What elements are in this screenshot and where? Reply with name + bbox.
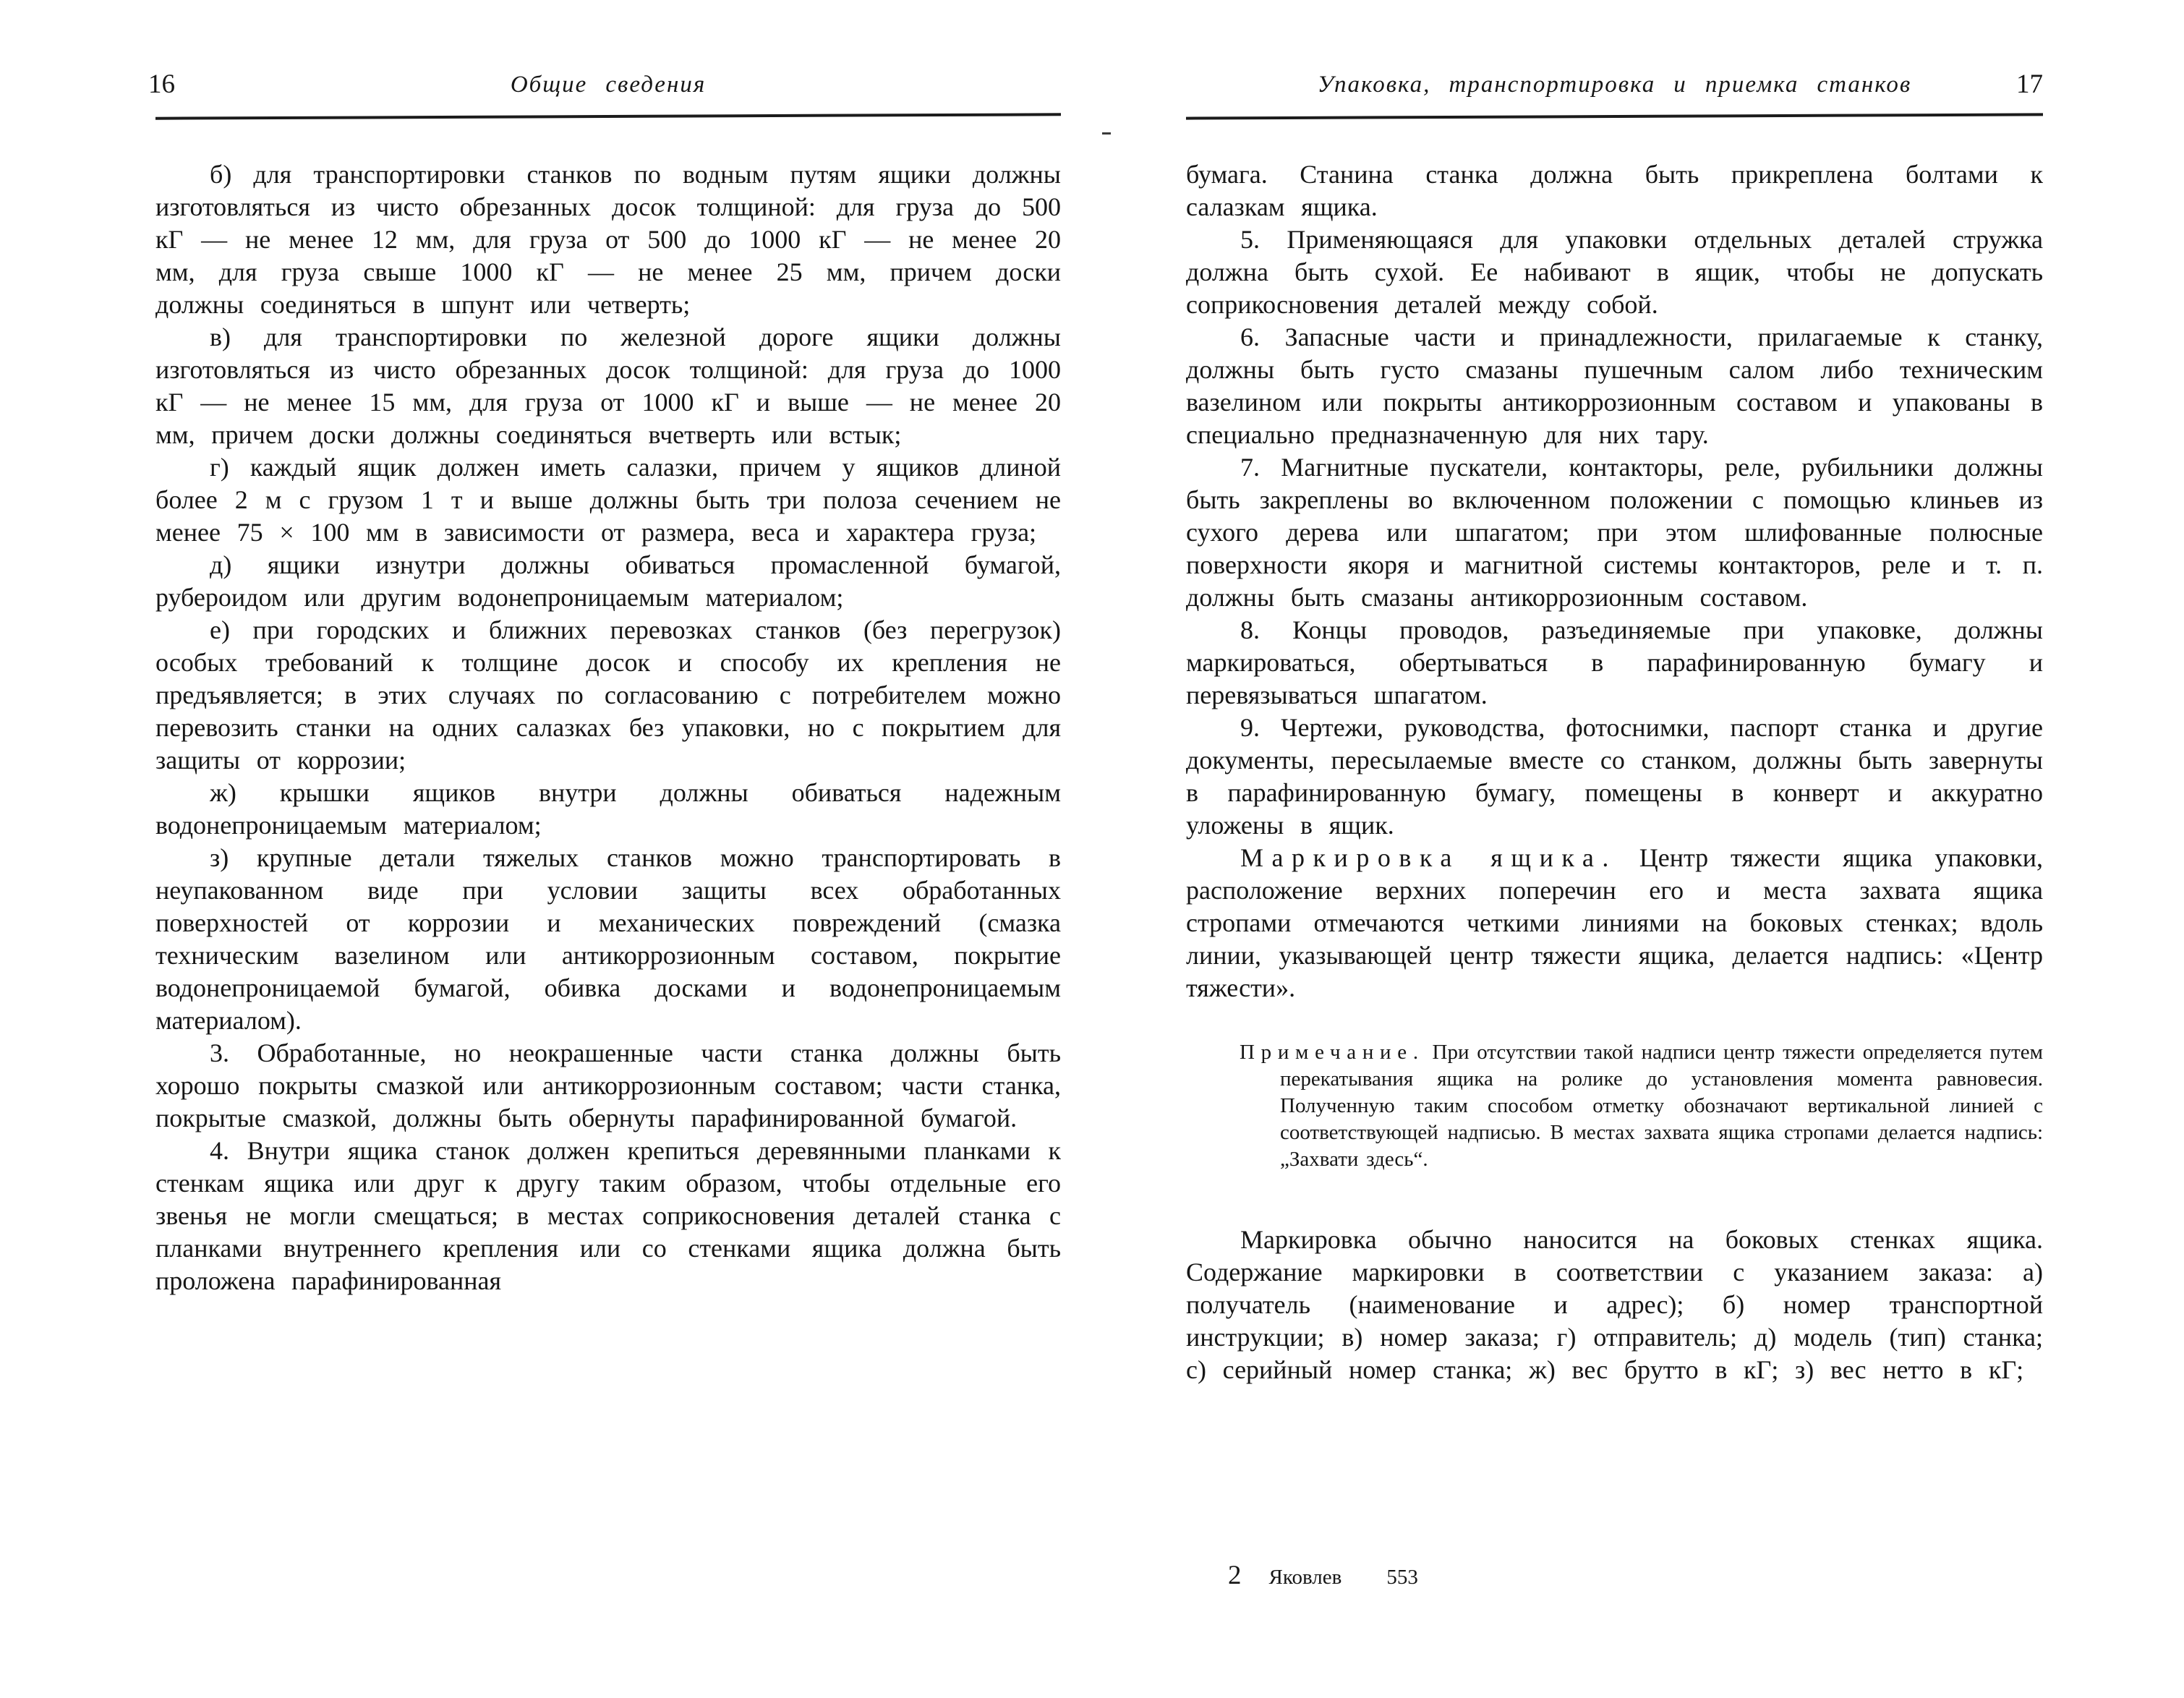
footer-signature <box>1228 1560 1418 1591</box>
footer-copy-number: 2 <box>1228 1561 1242 1590</box>
paragraph: 3. Обработанные, но неокрашенные части станка должны быть хорошо покрыты смазкой или антикоррозионным составом; части станка, покрытые смазкой, должны быть обернуты парафинированной бумагой. <box>155 1038 1061 1132</box>
paragraph: в) для транспортировки по железной дороге ящики должны изготовляться из чисто обрезанных досок толщиной: для груза до 1000 кГ — не менее 15 мм, для груза от 1000 кГ и выше — не менее 20 мм, причем доски должны соединяться вчетверть или встык; <box>155 323 1061 449</box>
paragraph: 6. Запасные части и принадлежности, прилагаемые к станку, должны быть густо смазаны пушечным салом либо техническим вазелином или покрыты антикоррозионным составом и упакованы в специально предназначенную для них тару. <box>1186 323 2043 449</box>
paragraph: 9. Чертежи, руководства, фотоснимки, паспорт станка и другие документы, пересылаемые вместе со станком, должны быть завернуты в парафинированную бумагу, помещены в конверт и аккуратно уложены в ящик. <box>1186 713 2043 840</box>
footer-order-number: 553 <box>1386 1566 1418 1589</box>
note-text: При отсутствии такой надписи центр тяжести определяется путем перекатывания ящика на ролике до установления момента равновесия. Полученную таким способом отметку обозначают вертикальной линией с соответствующей надписью. В местах захвата ящика стропами делается надпись: „Захвати здесь“. <box>1280 1041 2043 1171</box>
page-17 <box>1186 69 2043 1590</box>
paragraph: бумага. Станина станка должна быть прикреплена болтами к салазкам ящика. <box>1186 160 2043 221</box>
scan-speck <box>1102 132 1111 135</box>
text-body <box>1186 158 2043 1004</box>
header-rule <box>155 113 1061 119</box>
header-rule <box>1186 113 2043 119</box>
note-block <box>1240 1039 2043 1173</box>
text-body <box>1186 1224 2043 1386</box>
paragraph: Маркировка ящика. Центр тяжести ящика упаковки, расположение верхних поперечин его и места захвата ящика стропами отмечаются четкими линиями на боковых стенках; вдоль линии, указывающей центр тяжести ящика, делается надпись: «Центр тяжести». <box>1186 843 2043 1002</box>
paragraph: б) для транспортировки станков по водным путям ящики должны изготовляться из чисто обрезанных досок толщиной: для груза до 500 кГ — не менее 12 мм, для груза от 500 до 1000 кГ — не менее 20 мм, для груза свыше 1000 кГ — не менее 25 мм, причем доски должны соединяться в шпунт или четверть; <box>155 160 1061 319</box>
paragraph: 7. Магнитные пускатели, контакторы, реле, рубильники должны быть закреплены во включенном положении с помощью клиньев из сухого дерева или шпагатом; при этом шлифованные полюсные поверхности якоря и магнитной системы контакторов, реле и т. п. должны быть смазаны антикоррозионным составом. <box>1186 453 2043 612</box>
paragraph: д) ящики изнутри должны обиваться промасленной бумагой, рубероидом или другим водонепроницаемым материалом; <box>155 550 1061 612</box>
page-header-right <box>1186 69 2043 106</box>
page-16 <box>148 69 1061 1297</box>
paragraph: 4. Внутри ящика станок должен крепиться деревянными планками к стенкам ящика или друг к другу таким образом, чтобы отдельные его звенья не могли смещаться; в местах соприкосновения деталей станка с планками внутреннего крепления или со стенками ящика должна быть проложена парафинированная <box>155 1136 1061 1295</box>
paragraph: з) крупные детали тяжелых станков можно транспортировать в неупакованном виде при условии защиты всех обработанных поверхностей от коррозии и механических повреждений (смазка техническим вазелином или антикоррозионным составом, покрытие водонепроницаемой бумагой, обивка досками и водонепроницаемым материалом). <box>155 843 1061 1035</box>
page-number: 17 <box>2016 69 2043 99</box>
paragraph: 5. Применяющаяся для упаковки отдельных деталей стружка должна быть сухой. Ее набивают в ящик, чтобы не допускать соприкосновения деталей между собой. <box>1186 225 2043 319</box>
footer-author: Яковлев <box>1268 1566 1342 1589</box>
paragraph: 8. Концы проводов, разъединяемые при упаковке, должны маркироваться, обертываться в парафинированную бумагу и перевязываться шпагатом. <box>1186 615 2043 709</box>
spaced-run: Маркировка ящика. <box>1240 843 1617 872</box>
page-number: 16 <box>148 69 175 99</box>
paragraph: ж) крышки ящиков внутри должны обиваться надежным водонепроницаемым материалом; <box>155 778 1061 840</box>
running-header: Упаковка, транспортировка и приемка станков <box>1317 72 1912 98</box>
paragraph: Маркировка обычно наносится на боковых стенках ящика. Содержание маркировки в соответствии с указанием заказа: а) получатель (наименование и адрес); б) номер транспортной инструкции; в) номер заказа; г) отправитель; д) модель (тип) станка; с) серийный номер станка; ж) вес брутто в кГ; з) вес нетто в кГ; <box>1186 1225 2043 1384</box>
running-header: Общие сведения <box>510 72 707 98</box>
page-header-left <box>148 69 1061 106</box>
paragraph: е) при городских и ближних перевозках станков (без перегрузок) особых требований к толщине досок и способу их крепления не предъявляется; в этих случаях по согласованию с потребителем можно перевозить станки на одних салазках без упаковки, но с покрытием для защиты от коррозии; <box>155 615 1061 775</box>
note-label: Примечание. <box>1240 1041 1425 1064</box>
paragraph: г) каждый ящик должен иметь салазки, причем у ящиков длиной более 2 м с грузом 1 т и выше должны быть три полоза сечением не менее 75 × 100 мм в зависимости от размера, веса и характера груза; <box>155 453 1061 547</box>
text-body <box>155 158 1061 1297</box>
